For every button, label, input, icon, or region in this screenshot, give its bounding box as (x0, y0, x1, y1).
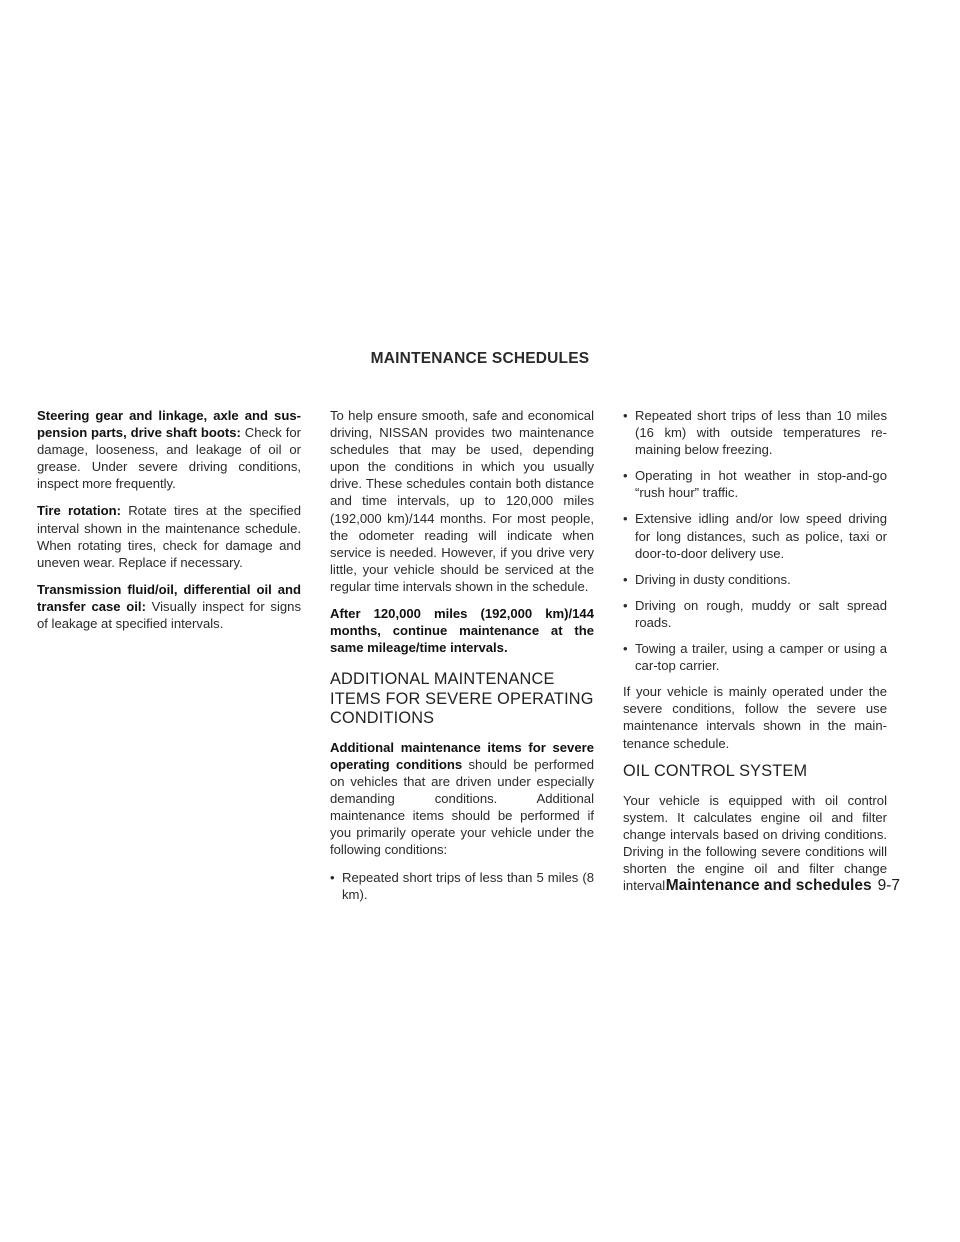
additional-paragraph (330, 739, 594, 859)
page-footer (666, 877, 900, 895)
severe-use-paragraph: If your vehicle is mainly operated under the severe conditions, follow the severe use maintenance intervals shown in the maintenance schedule. (623, 684, 887, 751)
bullet-list-2 (623, 407, 887, 674)
list-item: • Operating in hot weather in stop-and-go “rush hour” traffic. (623, 467, 887, 501)
footer-chapter: Maintenance and schedules (665, 877, 872, 894)
list-item: • Towing a trailer, using a camper or using a car-top carrier. (623, 640, 887, 674)
additional-text: should be performed on vehicles that are driven under especially demanding conditions. Additional maintenance items should be performed if you primarily operate your vehicle under the following conditions: (330, 757, 594, 858)
additional-heading: Additional maintenance items for severe operating conditions (330, 739, 594, 773)
page-number: 9-7 (877, 877, 900, 894)
list-item: • Driving in dusty conditions. (623, 571, 887, 588)
steering-heading: Steering gear and linkage, axle and suspension parts, drive shaft boots: (37, 408, 301, 441)
oil-control-paragraph: Your vehicle is equipped with oil control system. It calculates engine oil and filter change intervals based on driving conditions. Driving in the following severe conditions will shorten the engine oil and filter change interval. (623, 792, 887, 894)
steering-paragraph (37, 407, 301, 492)
column-middle (330, 407, 594, 912)
list-item: • Driving on rough, muddy or salt spread roads. (623, 597, 887, 631)
tire-paragraph (37, 502, 301, 570)
transmission-heading: Transmission fluid/oil, differential oil and transfer case oil: (37, 581, 301, 614)
section-title: MAINTENANCE SCHEDULES (370, 350, 590, 367)
tire-text: Rotate tires at the specified interval shown in the maintenance schedule. When rotating tires, check for damage and uneven wear. Replace if necessary. (37, 503, 301, 570)
severe-conditions-heading: ADDITIONAL MAINTENANCE ITEMS FOR SEVERE OPERATING CONDITIONS (330, 670, 594, 727)
oil-control-heading: OIL CONTROL SYSTEM (623, 761, 808, 780)
tire-heading: Tire rotation: (37, 503, 122, 519)
steering-text: Check for damage, looseness, and leakage of oil or grease. Under severe driving conditions, inspect more frequently. (37, 425, 301, 492)
column-right (623, 407, 887, 904)
after-paragraph (330, 605, 594, 656)
after-bold-text: After 120,000 miles (192,000 km)/144 months, continue maintenance at the same mileage/time intervals. (330, 606, 594, 656)
list-item: • Repeated short trips of less than 10 miles (16 km) with outside temperatures remaining below freezing. (623, 407, 887, 458)
column-left (37, 407, 301, 642)
transmission-paragraph (37, 581, 301, 632)
list-item: • Extensive idling and/or low speed driving for long distances, such as police, taxi or door-to-door delivery use. (623, 510, 887, 561)
transmission-text: Visually inspect for signs of leakage at specified intervals. (37, 598, 301, 632)
bullet-list-1 (330, 869, 594, 903)
list-item: • Repeated short trips of less than 5 miles (8 km). (330, 869, 594, 903)
intro-paragraph: To help ensure smooth, safe and economical driving, NISSAN provides two maintenance schedules that may be used, depending upon the conditions in which you usually drive. These schedules contain both distance and time intervals, up to 120,000 miles (192,000 km)/144 months. For most people, the odometer reading will indicate when service is needed. However, if you drive very little, your vehicle should be serviced at the regular time intervals shown in the schedule. (330, 408, 594, 594)
